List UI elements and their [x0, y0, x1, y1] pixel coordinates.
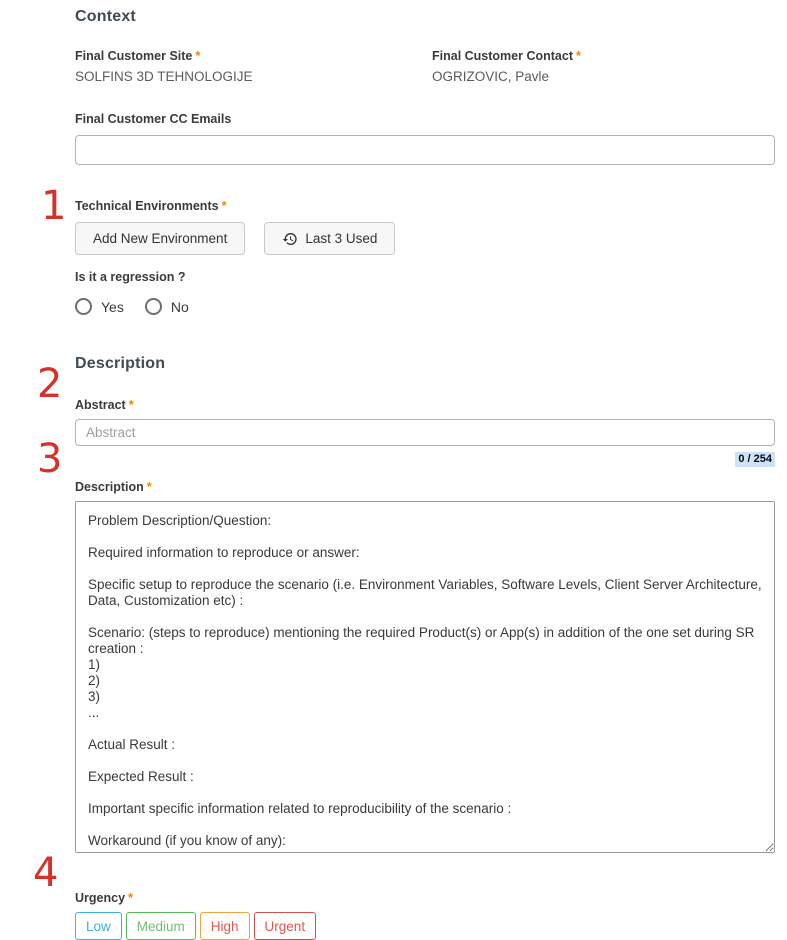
cc-emails-field	[75, 111, 775, 165]
section-title-context: Context	[75, 8, 136, 25]
last-3-used-label: Last 3 Used	[305, 231, 378, 246]
final-customer-contact-label: Final Customer Contact	[432, 49, 573, 63]
abstract-char-counter: 0 / 254	[735, 452, 775, 467]
regression-radio-group	[75, 298, 775, 315]
final-customer-site-value: SOLFINS 3D TEHNOLOGIJE	[75, 69, 253, 84]
radio-button-icon[interactable]	[75, 298, 92, 315]
final-customer-site-field	[75, 48, 432, 86]
required-asterisk: *	[128, 890, 134, 905]
annotation-number-3: 3	[37, 436, 63, 482]
abstract-counter-row	[75, 449, 775, 467]
description-label-row	[75, 479, 775, 495]
required-asterisk: *	[146, 479, 152, 494]
final-customer-site-label: Final Customer Site	[75, 49, 193, 63]
urgency-urgent-button[interactable]: Urgent	[254, 912, 317, 940]
cc-emails-input[interactable]	[75, 135, 775, 165]
abstract-label-row	[75, 397, 775, 413]
urgency-label: Urgency	[75, 891, 126, 905]
regression-option-yes[interactable]	[75, 298, 124, 315]
urgency-label-row	[75, 890, 775, 906]
add-new-environment-label: Add New Environment	[93, 231, 228, 246]
required-asterisk: *	[195, 48, 201, 63]
urgency-high-button[interactable]: High	[200, 912, 250, 940]
technical-environments-label: Technical Environments	[75, 199, 219, 213]
required-asterisk: *	[128, 397, 134, 412]
annotation-number-2: 2	[37, 361, 63, 407]
abstract-input[interactable]	[75, 419, 775, 446]
regression-yes-label: Yes	[101, 298, 124, 315]
technical-environments-label-row	[75, 198, 775, 214]
description-textarea[interactable]	[75, 501, 775, 853]
required-asterisk: *	[576, 48, 582, 63]
required-asterisk: *	[221, 198, 227, 213]
description-label: Description	[75, 480, 144, 494]
regression-option-no[interactable]	[145, 298, 189, 315]
urgency-button-group	[75, 912, 775, 940]
urgency-medium-button[interactable]: Medium	[126, 912, 196, 940]
final-customer-contact-field	[432, 48, 775, 86]
regression-label: Is it a regression ?	[75, 270, 186, 284]
urgency-low-button[interactable]: Low	[75, 912, 122, 940]
history-icon	[282, 231, 298, 247]
final-customer-contact-value: OGRIZOVIC, Pavle	[432, 69, 550, 84]
last-3-used-button[interactable]	[264, 222, 395, 255]
regression-no-label: No	[170, 298, 189, 315]
annotation-number-4: 4	[33, 850, 59, 896]
add-new-environment-button[interactable]	[75, 222, 245, 255]
radio-button-icon[interactable]	[145, 298, 162, 315]
customer-row	[75, 48, 775, 86]
annotation-number-1: 1	[41, 183, 67, 229]
abstract-label: Abstract	[75, 398, 126, 412]
section-title-description: Description	[75, 355, 166, 372]
cc-emails-label: Final Customer CC Emails	[75, 112, 232, 126]
environment-buttons-row	[75, 222, 775, 255]
